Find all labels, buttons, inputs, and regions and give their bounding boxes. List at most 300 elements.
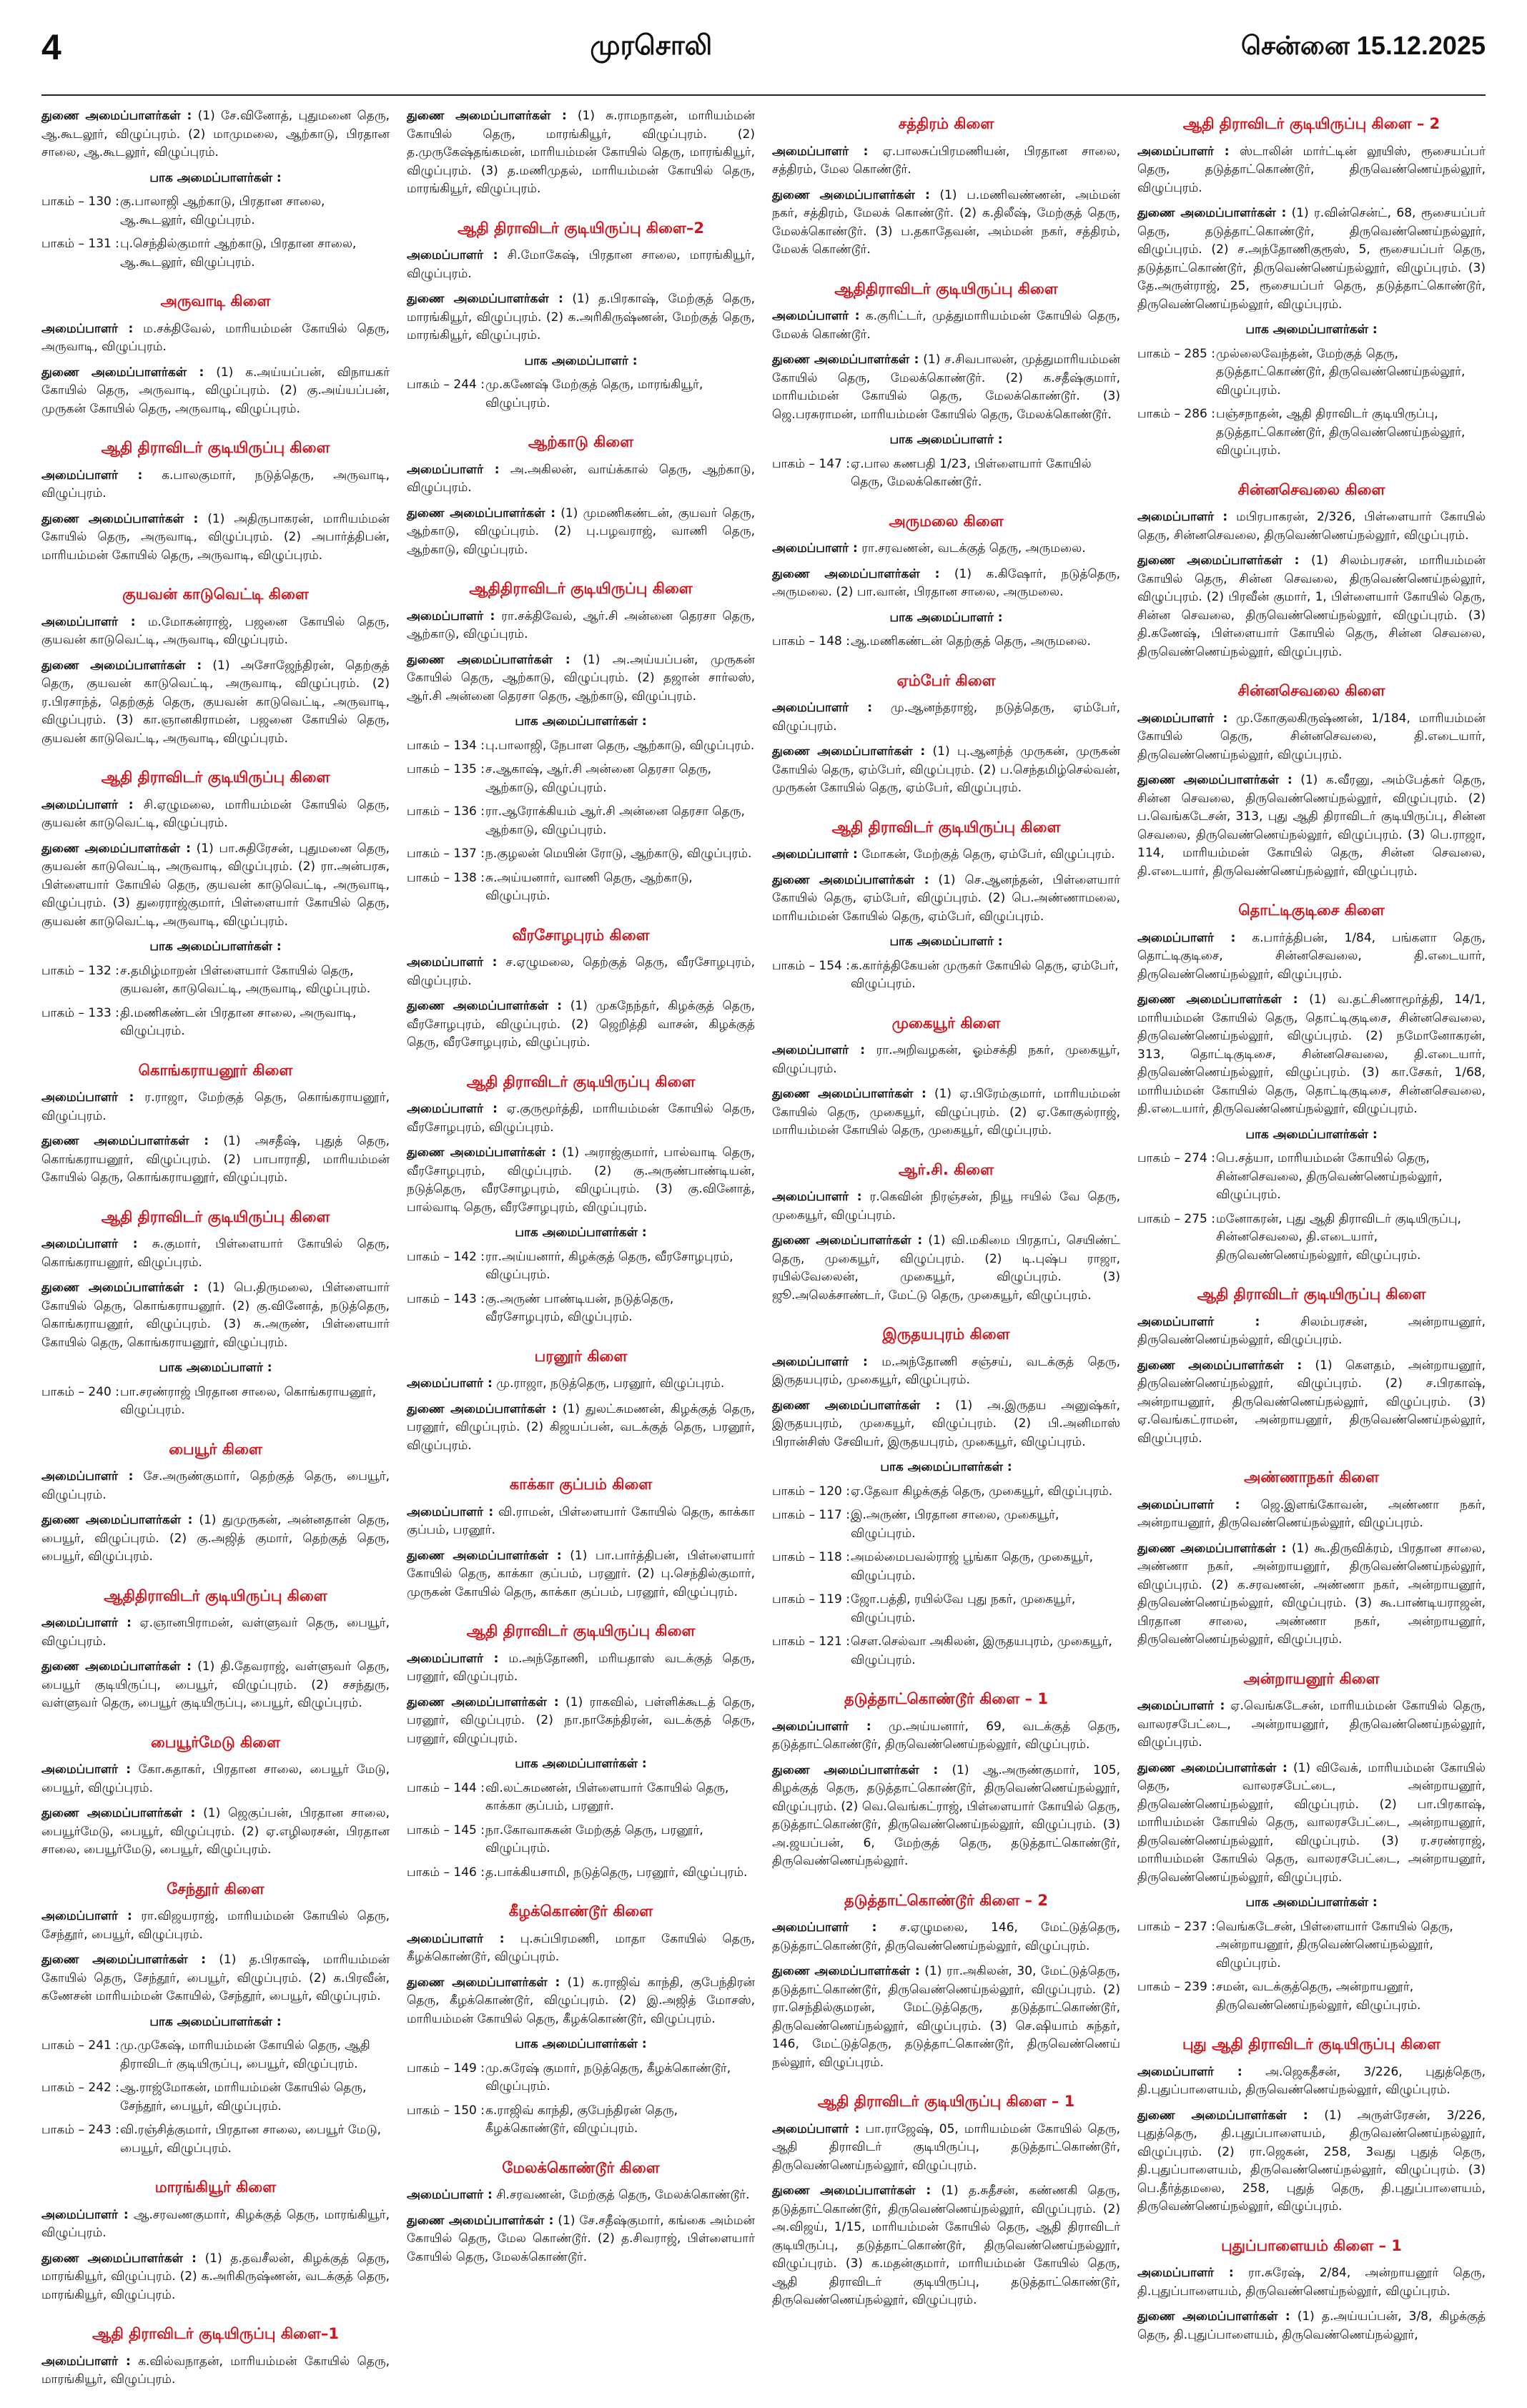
branch-section [1137, 1668, 1486, 2015]
deputies-label: துணை அமைப்பாளர்கள் : [772, 566, 940, 581]
booth-row [1137, 1210, 1486, 1265]
branch-heading: ஆர்.சி. கிளை [898, 1160, 994, 1178]
booth-heading: பாக அமைப்பாளர் : [159, 1361, 272, 1375]
booth-number: பாகம் – 243 : [41, 2123, 119, 2137]
deputies-label: துணை அமைப்பாளர்கள் : [1137, 553, 1300, 568]
booth-heading: பாக அமைப்பாளர்கள் : [1245, 322, 1378, 337]
branch-heading: ஆதி திராவிடர் குடியிருப்பு கிளை [101, 1208, 330, 1225]
booth-row [1137, 405, 1486, 460]
organiser-label: அமைப்பாளர் : [1137, 2064, 1242, 2079]
branch-section [41, 583, 390, 748]
organiser-name: ச.ஏழுமலை, 146, மேட்டுத்தெரு, தடுத்தாட்கொண்டூர், திருவெண்ணெய்நல்லூர், விழுப்புரம். [772, 1920, 1121, 1953]
booth-number: பாகம் – 137 : [407, 847, 485, 861]
deputies-label: துணை அமைப்பாளர்கள் : [41, 511, 199, 526]
deputies-line [41, 1511, 390, 1566]
booth-number: பாகம் – 148 : [772, 634, 850, 648]
booth-person: ரா.அய்யனார், கிழக்குத் தெரு, வீரசோழபுரம், விழுப்புரம். [485, 1249, 733, 1282]
booth-person: க.ராஜிவ் காந்தி, குபேந்திரன் தெரு, கீழக்கொண்டூர், விழுப்புரம். [485, 2103, 678, 2136]
deputies-label: துணை அமைப்பாளர்கள் : [772, 1762, 939, 1777]
organiser-name: ஏ.குருமூர்த்தி, மாரியம்மன் கோயில் தெரு, வீரசோழபுரம், விழுப்புரம். [407, 1102, 755, 1135]
booth-row [772, 1591, 1120, 1627]
organiser-line [407, 247, 755, 283]
branch-heading: புதுப்பாளையம் கிளை – 1 [1221, 2236, 1402, 2254]
deputies-names: (1) பு.ஆனந்த் முருகன், முருகன் கோயில் தெரு, ஏம்பேர், விழுப்புரம். (2) ப.செந்தமிழ்செல்வன், முருகன் கோயில் தெரு, ஏம்பேர், விழுப்புரம். [772, 744, 1120, 795]
booth-person: க.கார்த்திகேயன் முருகர் கோயில் தெரு, ஏம்பேர், விழுப்புரம். [851, 958, 1119, 991]
branch-section [772, 1688, 1120, 1871]
deputies-line [772, 1397, 1120, 1452]
organiser-line [772, 2121, 1120, 2176]
deputies-names: (1) அசோஜேந்திரன், தெற்குத் தெரு, குயவன் காடுவெட்டி, அருவாடி, விழுப்புரம். (2) ர.பிரசாந்த், தெற்குத் தெரு, குயவன் காடுவெட்டி, அருவாடி, விழுப்புரம். (3) கா.ஞானகிராமன், பஜனை கோயில் தெரு, குயவன் காடுவெட்டி, அருவாடி, விழுப்புரம். [41, 658, 390, 746]
deputies-line [41, 2250, 390, 2305]
deputies-line [41, 107, 390, 162]
branch-section [772, 278, 1120, 492]
organiser-line [1137, 710, 1486, 765]
booth-person: கு.பாலாஜி ஆற்காடு, பிரதான சாலை, ஆ.கூடலூர், விழுப்புரம். [120, 194, 325, 227]
organiser-line [41, 2206, 390, 2243]
booth-heading: பாக அமைப்பாளர் : [889, 934, 1003, 949]
organiser-label: அமைப்பாளர் : [772, 1354, 868, 1369]
deputies-names: (1) அராஜ்குமார், பால்வாடி தெரு, வீரசோழபுரம், விழுப்புரம். (2) கு.அருண்பாண்டியன், நடுத்தெரு, வீரசோழபுரம், விழுப்புரம். (3) கு.வினோத், பால்வாடி தெரு, வீரசோழபுரம், விழுப்புரம். [407, 1145, 756, 1215]
deputies-names: (1) ப.மணிவண்ணன், அம்மன் நகர், சத்திரம், மேலக் கொண்டூர். (2) க.திலீஷ், மேற்குத் தெரு, மேலக்கொண்டூர். (3) ப.தகாதேவன், அம்மன் நகர், சத்திரம், மேலக் கொண்டூர். [772, 187, 1121, 257]
organiser-line [772, 540, 1120, 558]
organiser-line [1137, 1313, 1486, 1350]
deputies-names: (1) சே.சதீஷ்குமார், கங்கை அம்மன் கோயில் தெரு, மேல கொண்டூர். (2) த.சிவராஜ், பிள்ளையார் கோயில் தெரு, மேலக்கொண்டூர். [407, 2213, 756, 2264]
booth-row [772, 1549, 1120, 1585]
organiser-line [407, 1930, 755, 1967]
deputies-names: (1) த.பிரகாஷ், மாரியம்மன் கோயில் தெரு, சேந்தூர், பையூர், விழுப்புரம். (2) க.பிரவீன், கணேசன் மாரியம்மன் கோயில், சேந்தூர், பையூர், விழுப்புரம். [41, 1953, 390, 2003]
organiser-line [41, 613, 390, 650]
branch-heading: அண்ணாநகர் கிளை [1244, 1469, 1379, 1486]
deputies-label: துணை அமைப்பாளர்கள் : [41, 109, 192, 123]
deputies-label: துணை அமைப்பாளர்கள் : [407, 292, 563, 306]
booth-number: பாகம் – 146 : [407, 1865, 485, 1880]
deputies-label: துணை அமைப்பாளர்கள் : [1137, 773, 1293, 787]
organiser-line [1137, 143, 1486, 198]
deputies-names: (1) துமுருகன், அன்னதான் தெரு, பையூர், விழுப்புரம். (2) கு.அஜித் குமார், தெற்குத் தெரு, பையூர், விழுப்புரம். [41, 1513, 390, 1564]
organiser-label: அமைப்பாளர் : [1137, 144, 1230, 159]
deputies-names: (1) க.ராஜிவ் காந்தி, குபேந்திரன் தெரு, கீழக்கொண்டூர், விழுப்புரம். (2) இ.அஜித் மோசஸ், மாரியம்மன் கோயில் தெரு, கீழக்கொண்டூர், விழுப்புரம். [407, 1975, 756, 2026]
organiser-label: அமைப்பாளர் : [1137, 930, 1236, 945]
organiser-label: அமைப்பாளர் : [1137, 711, 1228, 726]
branch-section [41, 107, 390, 272]
organiser-name: ர.ராஜா, மேற்குத் தெரு, கொங்கராயனூர், விழுப்புரம். [41, 1090, 390, 1123]
branch-heading: சத்திரம் கிளை [898, 115, 994, 132]
organiser-label: அமைப்பாளர் : [772, 309, 860, 323]
organiser-name: மு.அய்யனார், 69, வடக்குத் தெரு, தடுத்தாட்கொண்டூர், திருவெண்ணெய்நல்லூர், விழுப்புரம். [772, 1719, 1120, 1752]
organiser-line [41, 1468, 390, 1504]
booth-row [407, 1780, 755, 1816]
organiser-name: மு.ராஜா, நடுத்தெரு, பரனூர், விழுப்புரம். [496, 1376, 725, 1391]
booth-row [407, 376, 755, 413]
booth-row [1137, 1978, 1486, 2015]
dateline: சென்னை 15.12.2025 [1240, 30, 1486, 60]
deputies-names: (1) பா.சுதிரேசன், புதுமனை தெரு, குயவன் காடுவெட்டி, அருவாடி, விழுப்புரம். (2) ரா.அன்பரசு, பிள்ளையார் கோயில் தெரு, குயவன் காடுவெட்டி, அருவாடி, விழுப்புரம். (3) துரைராஜ்குமார், பிள்ளையார் கோயில் தெரு, குயவன் காடுவெட்டி, அருவாடி, விழுப்புரம். [41, 841, 390, 929]
branch-section [1137, 899, 1486, 1265]
deputies-line [1137, 2308, 1486, 2344]
booth-row [41, 2079, 390, 2116]
booth-person: மு.சுரேஷ் குமார், நடுத்தெரு, கீழக்கொண்டூர், விழுப்புரம். [485, 2061, 731, 2093]
deputies-names: (1) த.தவசீலன், கிழக்குத் தெரு, மாரங்கியூர், விழுப்புரம். (2) க.அரிகிருஷ்ணன், வடக்குத் தெரு, மாரங்கியூர், விழுப்புரம். [41, 2251, 390, 2302]
booth-row [41, 193, 390, 230]
organiser-name: ரா.சுரேஷ், 2/84, அன்றாயனூர் தெரு, தி.புதுப்பாளையம், திருவெண்ணெய்நல்லூர், விழுப்புரம். [1137, 2266, 1486, 2299]
branch-section [407, 107, 755, 199]
booth-person: பு.பாலாஜி, நேபாள தெரு, ஆற்காடு, விழுப்புரம். [485, 738, 755, 753]
branch-section [772, 1012, 1120, 1140]
deputies-line [41, 510, 390, 566]
deputies-line [772, 187, 1120, 260]
deputies-line [41, 1658, 390, 1713]
booth-row [1137, 1150, 1486, 1205]
deputies-line [772, 1085, 1120, 1140]
booth-person: பெ.சத்யா, மாரியம்மன் கோயில் தெரு, சின்னசெவலை, திருவெண்ணெய்நல்லூர், விழுப்புரம். [1216, 1151, 1443, 1202]
booth-person: மு.முகேஷ், மாரியம்மன் கோயில் தெரு, ஆதி திராவிடர் குடியிருப்பு, பையூர், விழுப்புரம். [120, 2038, 370, 2071]
deputies-line [41, 1805, 390, 1860]
branch-section [407, 1071, 755, 1327]
booth-person: ஏ.பால கணபதி 1/23, பிள்ளையார் கோயில் தெரு, மேலக்கொண்டூர். [851, 456, 1092, 489]
booth-number: பாகம் – 119 : [772, 1592, 850, 1607]
deputies-names: (1) பா.பார்த்திபன், பிள்ளையார் கோயில் தெரு, காக்கா குப்பம், பரனூர். (2) பு.செந்தில்குமார், முருகன் கோயில் தெரு, காக்கா குப்பம், பரனூர், விழுப்புரம். [407, 1548, 755, 1599]
organiser-line [772, 1188, 1120, 1225]
deputies-label: துணை அமைப்பாளர்கள் : [41, 841, 191, 856]
booth-row [41, 1383, 390, 1420]
organiser-line [1137, 508, 1486, 545]
branch-section [772, 510, 1120, 651]
deputies-label: துணை அமைப்பாளர்கள் : [41, 1513, 193, 1527]
branch-section [1137, 479, 1486, 662]
booth-row [772, 1506, 1120, 1543]
organiser-line [772, 1042, 1120, 1078]
organiser-name: ஆ.சரவணகுமார், கிழக்குத் தெரு, மாரங்கியூர், விழுப்புரம். [41, 2207, 390, 2240]
booth-person: பா.சரண்ராஜ் பிரதான சாலை, கொங்கராயனூர், விழுப்புரம். [120, 1384, 377, 1417]
deputies-names: (1) சு.ராமநாதன், மாரியம்மன் கோயில் தெரு, மாரங்கியூர், விழுப்புரம். (2) த.முருகேஷ்தங்கமன், மாரியம்மன் கோயில் தெரு, மாரங்கியூர், விழுப்புரம். (3) த.மணிமுதல், மாரியம்மன் கோயில் தெரு, மாரங்கியூர், விழுப்புரம். [407, 109, 755, 196]
branch-heading: பையூர் கிளை [169, 1440, 262, 1458]
deputies-line [41, 1279, 390, 1352]
organiser-name: ரா.அறிவழகன், ஓம்சக்தி நகர், முகையூர், விழுப்புரம். [772, 1043, 1120, 1076]
booth-row [407, 1248, 755, 1285]
booth-number: பாகம் – 134 : [407, 738, 485, 753]
branch-section [772, 2091, 1120, 2310]
branch-heading: ஆதி திராவிடர் குடியிருப்பு கிளை [831, 818, 1061, 836]
organiser-line [772, 1353, 1120, 1390]
organiser-name: பா.ராஜேஷ், 05, மாரியம்மன் கோயில் தெரு, ஆதி திராவிடர் குடியிருப்பு, தடுத்தாட்கொண்டூர், திருவெண்ணெய்நல்லூர், விழுப்புரம். [772, 2121, 1121, 2173]
booth-person: வி.ரஞ்சித்குமார், பிரதான சாலை, பையூர் மேடு, பையூர், விழுப்புரம். [120, 2123, 382, 2156]
deputies-line [772, 2182, 1120, 2310]
deputies-names: (1) ராகவில், பள்ளிக்கூடத் தெரு, பரனூர், விழுப்புரம். (2) நா.நாகேந்திரன், வடக்குத் தெரு, பரனூர், விழுப்புரம். [407, 1694, 755, 1746]
branch-heading: தடுத்தாட்கொண்டூர் கிளை – 1 [844, 1690, 1048, 1707]
booth-person: ச.தமிழ்மாறன் பிள்ளையார் கோயில் தெரு, குயவன், காடுவெட்டி, அருவாடி, விழுப்புரம். [120, 963, 371, 996]
booth-person: ரா.ஆரோக்கியம் ஆர்.சி அன்னை தெரசா தெரு, ஆற்காடு, விழுப்புரம். [485, 804, 745, 837]
deputies-names: (1) அ.அய்யப்பன், முருகன் கோயில் தெரு, ஆற்காடு, விழுப்புரம். (2) தஜான் சார்லஸ், ஆர்.சி அன்னை தெரசா தெரு, ஆற்காடு, விழுப்புரம். [407, 652, 756, 704]
booth-person: ஆ.மணிகண்டன் தெற்குத் தெரு, அருமலை. [851, 634, 1091, 648]
branch-section [772, 1159, 1120, 1306]
organiser-name: ம.அந்தோணி, மரியதாஸ் வடக்குத் தெரு, பரனூர், விழுப்புரம். [407, 1651, 756, 1684]
organiser-label: அமைப்பாளர் : [772, 1043, 865, 1057]
booth-number: பாகம் – 240 : [41, 1384, 119, 1399]
booth-row [41, 2037, 390, 2073]
branch-section [1137, 1466, 1486, 1649]
booth-row [407, 869, 755, 906]
branch-heading: ஆதிதிராவிடர் குடியிருப்பு கிளை [104, 1587, 327, 1604]
booth-row [772, 455, 1120, 492]
branch-section [772, 1323, 1120, 1669]
booth-number: பாகம் – 149 : [407, 2061, 485, 2076]
organiser-label: அமைப்பாளர் : [1137, 2266, 1234, 2280]
branch-section [772, 670, 1120, 798]
branch-heading: சின்னசெவலை கிளை [1237, 682, 1385, 699]
organiser-label: அமைப்பாளர் : [772, 541, 858, 556]
deputies-line [407, 997, 755, 1052]
branch-heading: ஆதி திராவிடர் குடியிருப்பு கிளை – 1 [817, 2093, 1075, 2110]
booth-row [1137, 345, 1486, 400]
deputies-label: துணை அமைப்பாளர்கள் : [1137, 1760, 1288, 1775]
organiser-name: சி.சரவணன், மேற்குத் தெரு, மேலக்கொண்டூர். [496, 2188, 750, 2202]
booth-row [407, 761, 755, 797]
column-3 [772, 107, 1120, 2408]
booth-number: பாகம் – 131 : [41, 237, 119, 251]
organiser-label: அமைப்பாளர் : [407, 1504, 494, 1519]
organiser-name: ரா.விஜயராஜ், மாரியம்மன் கோயில் தெரு, சேந்தூர், பையூர், விழுப்புரம். [41, 1909, 390, 1942]
booth-person: சௌ.செல்வா அகிலன், இருதயபுரம், முகையூர், விழுப்புரம். [851, 1634, 1112, 1667]
deputies-label: துணை அமைப்பாளர்கள் : [1137, 206, 1287, 220]
deputies-label: துணை அமைப்பாளர்கள் : [772, 1087, 926, 1101]
branch-section [407, 431, 755, 559]
booth-number: பாகம் – 150 : [407, 2103, 485, 2118]
organiser-label: அமைப்பாளர் : [41, 614, 136, 629]
organiser-name: ஏ.ஞானபிராமன், வள்ளுவர் தெரு, பையூர், விழுப்புரம். [41, 1616, 390, 1649]
deputies-line [1137, 552, 1486, 661]
deputies-line [41, 364, 390, 419]
booth-number: பாகம் – 145 : [407, 1822, 485, 1837]
booth-heading: பாக அமைப்பாளர்கள் : [149, 170, 282, 185]
branch-section [41, 1732, 390, 1860]
organiser-name: சி.மோகேஷ், பிரதான சாலை, மாரங்கியூர், விழுப்புரம். [407, 248, 756, 281]
deputies-label: துணை அமைப்பாளர்கள் : [41, 1953, 207, 1967]
deputies-names: (1) சே.வினோத், புதுமனை தெரு, ஆ.கூடலூர், விழுப்புரம். (2) மாமுமலை, ஆற்காடு, பிரதான சாலை, ஆ.கூடலூர், விழுப்புரம். [41, 109, 390, 159]
organiser-line [41, 2353, 390, 2389]
booth-row [407, 845, 755, 864]
organiser-line [41, 1908, 390, 1944]
branch-heading: ஆதி திராவிடர் குடியிருப்பு கிளை [1197, 1286, 1426, 1303]
deputies-line [407, 1694, 755, 1749]
booth-person: ஜோ.பத்தி, ரயில்வே புது நகர், முகையூர், விழுப்புரம். [851, 1592, 1076, 1625]
deputies-names: (1) வி.மகிமை பிரதாப், செயிண்ட் தெரு, முகையூர், விழுப்புரம். (2) டி.புஷ்ப ராஜா, ரயில்வேலைன், முகையூர், விழுப்புரம். (3) ஜூ.அலெக்சாண்டர், மேட்டு தெரு, முகையூர், விழுப்புரம். [772, 1233, 1120, 1303]
booth-number: பாகம் – 286 : [1137, 407, 1215, 421]
booth-heading: பாக அமைப்பாளர்கள் : [515, 1225, 647, 1240]
deputies-line [41, 1951, 390, 2006]
branch-section [41, 290, 390, 418]
deputies-names: (1) முகநேந்தர், கிழக்குத் தெரு, வீரசோழபுரம், விழுப்புரம். (2) ஜெறித்தி வாசன், கிழக்குத் தெரு, வீரசோழபுரம், விழுப்புரம். [407, 999, 756, 1050]
branch-heading: குயவன் காடுவெட்டி கிளை [122, 586, 309, 603]
deputies-line [41, 657, 390, 749]
deputies-label: துணை அமைப்பாளர்கள் : [1137, 2108, 1308, 2123]
branch-heading: புது ஆதி திராவிடர் குடியிருப்பு கிளை [1182, 2036, 1440, 2053]
organiser-label: அமைப்பாளர் : [407, 2188, 493, 2202]
branch-heading: சின்னசெவலை கிளை [1237, 480, 1385, 498]
branch-section [1137, 1283, 1486, 1448]
booth-person: ந.குழலன் மெயின் ரோடு, ஆற்காடு, விழுப்புரம். [485, 847, 752, 861]
branch-heading: மாரங்கியூர் கிளை [154, 2178, 277, 2196]
organiser-name: வி.ராமன், பிள்ளையார் கோயில் தெரு, காக்கா குப்பம், பரனூர். [407, 1504, 756, 1537]
deputies-names: (1) துலட்சுமணன், கிழக்குத் தெரு, பரனூர், விழுப்புரம். (2) கிஜயப்பன், வடக்குத் தெரு, பரனூர், விழுப்புரம். [407, 1401, 755, 1453]
deputies-names: (1) த.அய்யப்பன், 3/8, கிழக்குத் தெரு, தி.புதுப்பாளையம், திருவெண்ணெய்நல்லூர், [1137, 2309, 1486, 2342]
organiser-name: ஸ்டாலின் மார்ட்டின் லூயிஸ், ரூசையப்பர் தெரு, தடுத்தாட்கொண்டூர், திருவெண்ணெய்நல்லூர், விழுப்புரம். [1137, 144, 1486, 195]
organiser-name: க.குரிட்டர், முத்துமாரியம்மன் கோயில் தெரு, மேலக் கொண்டூர். [772, 309, 1120, 342]
deputies-line [772, 566, 1120, 602]
booth-person: தி.மணிகண்டன் பிரதான சாலை, அருவாடி, விழுப்புரம். [120, 1005, 357, 1038]
organiser-label: அமைப்பாளர் : [1137, 1497, 1240, 1512]
booth-number: பாகம் – 120 : [772, 1484, 850, 1499]
organiser-name: ஏ.பாலசுப்பிரமணியன், பிரதான சாலை, சத்திரம், மேல கொண்டூர். [772, 144, 1121, 177]
organiser-line [41, 320, 390, 357]
branch-section [1137, 680, 1486, 881]
deputies-label: துணை அமைப்பாளர்கள் : [772, 872, 929, 887]
organiser-line [407, 1375, 755, 1393]
deputies-label: துணை அமைப்பாளர்கள் : [1137, 1358, 1303, 1373]
organiser-label: அமைப்பாளர் : [772, 1920, 877, 1935]
branch-heading: ஆதி திராவிடர் குடியிருப்பு கிளை [101, 439, 330, 456]
deputies-label: துணை அமைப்பாளர்கள் : [41, 1659, 192, 1674]
branch-section [41, 766, 390, 1041]
organiser-label: அமைப்பாளர் : [41, 1090, 134, 1105]
organiser-name: ரா.சரவணன், வடக்குத் தெரு, அருமலை. [861, 541, 1086, 556]
organiser-label: அமைப்பாளர் : [772, 2121, 860, 2136]
deputies-label: துணை அமைப்பாளர்கள் : [772, 352, 919, 367]
booth-number: பாகம் – 143 : [407, 1291, 485, 1306]
branch-section [407, 1346, 755, 1456]
organiser-name: சி.ஏழுமலை, மாரியம்மன் கோயில் தெரு, குயவன் காடுவெட்டி, விழுப்புரம். [41, 797, 390, 830]
branch-heading: ஏம்பேர் கிளை [896, 671, 996, 689]
organiser-line [41, 1235, 390, 1272]
booth-heading: பாக அமைப்பாளர்கள் : [149, 939, 282, 954]
booth-number: பாகம் – 241 : [41, 2038, 119, 2053]
organiser-label: அமைப்பாளர் : [407, 1931, 505, 1946]
branch-section [1137, 2235, 1486, 2345]
booth-number: பாகம் – 147 : [772, 456, 850, 471]
deputies-line [772, 1963, 1120, 2072]
booth-row [772, 1483, 1120, 1501]
organiser-line [407, 1650, 755, 1687]
booth-person: வி.லட்சுமணன், பிள்ளையார் கோயில் தெரு, காக்கா குப்பம், பரனூர். [485, 1780, 729, 1813]
organiser-name: மு.ஆனந்தராஜ், நடுத்தெரு, ஏம்பேர், விழுப்புரம். [772, 701, 1121, 734]
booth-number: பாகம் – 144 : [407, 1780, 485, 1795]
deputies-label: துணை அமைப்பாளர்கள் : [1137, 1541, 1287, 1556]
organiser-label: அமைப்பாளர் : [772, 1719, 871, 1734]
branch-section [772, 1890, 1120, 2073]
deputies-line [772, 1232, 1120, 1305]
organiser-name: அ.ஜெகதீசன், 3/226, புதுத்தெரு, தி.புதுப்பாளையம், திருவெண்ணெய்நல்லூர், விழுப்புரம். [1137, 2064, 1486, 2097]
booth-row [1137, 1918, 1486, 1973]
organiser-line [41, 1089, 390, 1125]
branch-section [41, 437, 390, 565]
branch-heading: ஆதி திராவிடர் குடியிருப்பு கிளை–2 [458, 219, 704, 237]
deputies-line [772, 872, 1120, 927]
booth-row [407, 1864, 755, 1883]
booth-number: பாகம் – 138 : [407, 870, 485, 885]
deputies-line [407, 290, 755, 345]
branch-heading: கொங்கராயனூர் கிளை [138, 1061, 293, 1079]
organiser-line [1137, 2264, 1486, 2301]
deputies-line [407, 1974, 755, 2029]
deputies-label: துணை அமைப்பாளர்கள் : [407, 1694, 559, 1709]
organiser-line [407, 1100, 755, 1137]
organiser-name: கோ.சுதாகர், பிரதான சாலை, பையூர் மேடு, பையூர், விழுப்புரம். [41, 1762, 390, 1795]
branch-heading: பையூர்மேடு கிளை [150, 1733, 281, 1751]
booth-person: மனோகரன், புது ஆதி திராவிடர் குடியிருப்பு, சின்னசெவலை, தி.எடையார், திருவெண்ணெய்நல்லூர், விழுப்புரம். [1216, 1211, 1461, 1263]
booth-heading: பாக அமைப்பாளர்கள் : [515, 714, 647, 729]
booth-number: பாகம் – 142 : [407, 1249, 485, 1264]
deputies-names: (1) சிலம்பரசன், மாரியம்மன் கோயில் தெரு, சின்ன செவலை, திருவெண்ணெய்நல்லூர், விழுப்புரம். (2) பிரவீன் குமார், 1, பிள்ளையார் கோயில் தெரு, சின்ன செவலை, திருவெண்ணெய்நல்லூர், விழுப்புரம். (3) தி.கணேஷ், பிள்ளையார் கோயில் தெரு, சின்ன செவலை, திருவெண்ணெய்நல்லூர், விழுப்புரம். [1137, 553, 1486, 659]
deputies-line [407, 1144, 755, 1217]
organiser-line [1137, 1697, 1486, 1752]
deputies-label: துணை அமைப்பாளர்கள் : [407, 505, 556, 520]
booth-row [772, 957, 1120, 994]
branch-section [41, 1878, 390, 2158]
booth-person: அமல்மைபவல்ராஜ் பூங்கா தெரு, முகையூர், விழுப்புரம். [851, 1550, 1093, 1583]
branch-section [407, 1900, 755, 2138]
deputies-label: துணை அமைப்பாளர்கள் : [407, 1145, 557, 1160]
deputies-line [1137, 991, 1486, 1119]
column-2 [407, 107, 755, 2408]
branch-heading: ஆதிதிராவிடர் குடியிருப்பு கிளை [469, 580, 693, 597]
deputies-label: துணை அமைப்பாளர்கள் : [41, 2251, 197, 2266]
deputies-names: (1) ஏ.பிரேம்குமார், மாரியம்மன் கோயில் தெரு, முகையூர், விழுப்புரம். (2) ஏ.கோகுல்ராஜ், மாரியம்மன் கோயில் தெரு, முகையூர், விழுப்புரம். [772, 1087, 1121, 1138]
branch-heading: காக்கா குப்பம் கிளை [509, 1476, 653, 1493]
organiser-line [41, 1614, 390, 1651]
booth-row [41, 2121, 390, 2158]
booth-person: ச.ஆகாஷ், ஆர்.சி அன்னை தெரசா தெரு, ஆற்காடு, விழுப்புரம். [485, 762, 712, 795]
branch-section [41, 2176, 390, 2304]
booth-person: சமன், வடக்குத்தெரு, அன்றாயனூர், திருவெண்ணெய்நல்லூர், விழுப்புரம். [1216, 1980, 1421, 2013]
branch-heading: சேந்தூர் கிளை [167, 1880, 265, 1898]
booth-number: பாகம் – 121 : [772, 1634, 850, 1649]
organiser-line [772, 699, 1120, 736]
branch-section [1137, 113, 1486, 460]
organiser-label: அமைப்பாளர் : [41, 2207, 129, 2222]
deputies-names: (1) க.வீரனு, அம்பேத்கர் தெரு, சின்ன செவலை, திருவெண்ணெய்நல்லூர், விழுப்புரம். (2) ப.வெங்கடேசன், 313, புது ஆதி திராவிடர் குடியிருப்பு, சின்ன செவலை, திருவெண்ணெய்நல்லூர், விழுப்புரம். (3) பெ.ராஜா, 114, மாரியம்மன் கோயில் தெரு, சின்ன செவலை, தி.எடையார், திருவெண்ணெய்நல்லூர், விழுப்புரம். [1137, 773, 1486, 879]
booth-row [772, 1633, 1120, 1669]
organiser-label: அமைப்பாளர் : [41, 1762, 132, 1777]
organiser-label: அமைப்பாளர் : [1137, 510, 1228, 524]
booth-number: பாகம் – 242 : [41, 2081, 119, 2095]
booth-row [407, 2102, 755, 2138]
deputies-line [772, 743, 1120, 798]
deputies-label: துணை அமைப்பாளர்கள் : [772, 1233, 923, 1248]
deputies-names: (1) ஆ.அருண்குமார், 105, கிழக்குத் தெரு, தடுத்தாட்கொண்டூர், திருவெண்ணெய்நல்லூர், விழுப்புரம். (2) வெ.வெங்கட்ராஜ், பிள்ளையார் கோயில் தெரு, தடுத்தாட்கொண்டூர், திருவெண்ணெய்நல்லூர், விழுப்புரம். (3) அ.ஜயப்பன், 6, மேற்குத் தெரு, தடுத்தாட்கொண்டூர், திருவெண்ணெய்நல்லூர். [772, 1762, 1121, 1868]
booth-number: பாகம் – 244 : [407, 378, 485, 392]
organiser-line [772, 1919, 1120, 1955]
deputies-names: (1) க.அய்யப்பன், விநாயகர் கோயில் தெரு, அருவாடி, விழுப்புரம். (2) கு.அய்யப்பன், முருகன் கோயில் தெரு, அருவாடி, விழுப்புரம். [41, 365, 390, 416]
organiser-label: அமைப்பாளர் : [772, 144, 869, 159]
deputies-label: துணை அமைப்பாளர்கள் : [41, 658, 202, 673]
deputies-line [41, 1133, 390, 1188]
deputies-names: (1) செ.ஆனந்தன், பிள்ளையார் கோயில் தெரு, ஏம்பேர், விழுப்புரம். (2) பெ.அண்ணாமலை, மாரியம்மன் கோயில் தெரு, ஏம்பேர், விழுப்புரம். [772, 872, 1120, 924]
deputies-names: (1) விவேக், மாரியம்மன் கோயில் தெரு, வாலரசபேட்டை, அன்றாயனூர், திருவெண்ணெய்நல்லூர், விழுப்புரம். (2) பா.பிரகாஷ், மாரியம்மன் கோயில் தெரு, வாலரசபேட்டை, அன்றாயனூர், திருவெண்ணெய்நல்லூர், விழுப்புரம். (3) ர.சரண்ராஜ், மாரியம்மன் கோயில் தெரு, வாலரசபேட்டை, அன்றாயனூர், திருவெண்ணெய்நல்லூர், விழுப்புரம். [1137, 1760, 1486, 1885]
branch-section [407, 1474, 755, 1602]
organiser-label: அமைப்பாளர் : [1137, 1314, 1260, 1329]
branch-heading: மேலக்கொண்டூர் கிளை [502, 2158, 660, 2176]
organiser-name: க.பாலகுமார், நடுத்தெரு, அருவாடி, விழுப்புரம். [41, 468, 390, 500]
booth-number: பாகம் – 117 : [772, 1508, 850, 1522]
booth-heading: பாக அமைப்பாளர்கள் : [1245, 1127, 1378, 1142]
organiser-name: ரா.சக்திவேல், ஆர்.சி அன்னை தெரசா தெரு, ஆற்காடு, விழுப்புரம். [407, 608, 756, 641]
organiser-line [772, 143, 1120, 179]
deputies-names: (1) அசதீஷ், புதுத் தெரு, கொங்கராயனூர், விழுப்புரம். (2) பாபாராதி, மாரியம்மன் கோயில் தெரு, கொங்கராயனூர், விழுப்புரம். [41, 1134, 390, 1185]
booth-person: இ.அருண், பிரதான சாலை, முகையூர், விழுப்புரம். [851, 1508, 1059, 1541]
deputies-label: துணை அமைப்பாளர்கள் : [407, 652, 570, 667]
booth-number: பாகம் – 237 : [1137, 1919, 1215, 1934]
branch-heading: தொட்டிகுடிசை கிளை [1238, 902, 1385, 919]
organiser-label: அமைப்பாளர் : [407, 955, 498, 969]
